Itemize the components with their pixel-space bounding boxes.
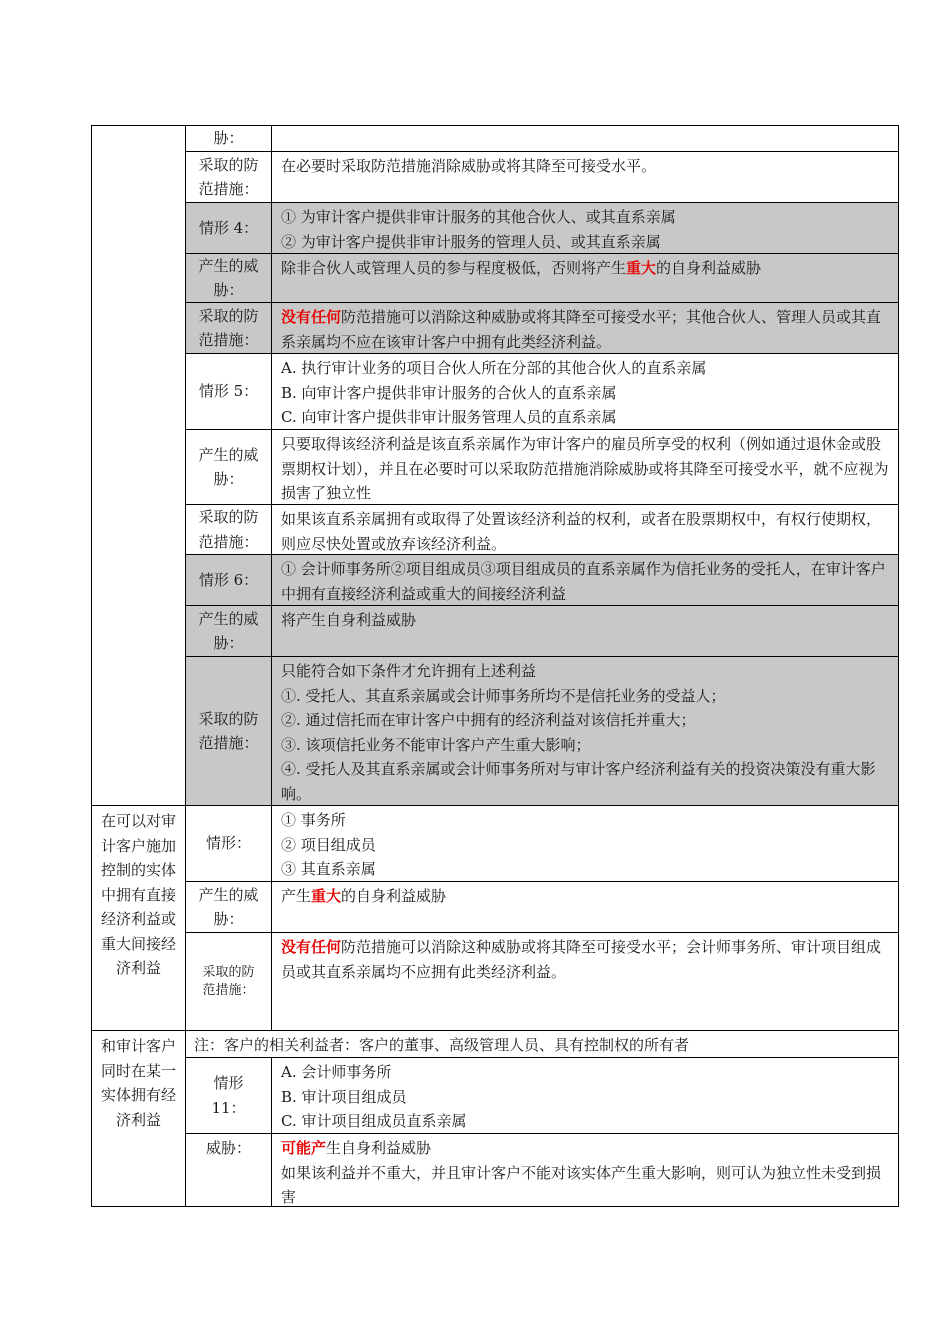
row-content-threat-top [271,125,899,152]
row-content-case-6: ① 会计师事务所②项目组成员③项目组成员的直系亲属作为信托业务的受托人，在审计客户中拥有直接经济利益或重大的间接经济利益 [271,554,899,606]
highlight-major-entity: 重大 [311,887,342,905]
row-label-threat-4: 产生的威胁： [185,253,272,303]
row-content-threat-11: 可能产生自身利益威胁 如果该利益并不重大，并且审计客户不能对该实体产生重大影响，则可认为独立性未受到损害 [271,1133,899,1207]
row-content-threat-4: 除非合伙人或管理人员的参与程度极低，否则将产生重大的自身利益威胁 [271,253,899,303]
related-parties-note: 注：客户的相关利益者：客户的董事、高级管理人员、具有控制权的所有者 [185,1030,899,1058]
row-content-measures-entity: 没有任何防范措施可以消除这种威胁或将其降至可接受水平；会计师事务所、审计项目组成员或其直系亲属均不应拥有此类经济利益。 [271,932,899,1031]
row-content-case-4: ① 为审计客户提供非审计服务的其他合伙人、或其直系亲属 ② 为审计客户提供非审计服务的管理人员、或其直系亲属 [271,202,899,254]
row-content-measures-4: 没有任何防范措施可以消除这种威胁或将其降至可接受水平；其他合伙人、管理人员或其直系亲属均不应在该审计客户中拥有此类经济利益。 [271,302,899,354]
row-content-threat-6: 将产生自身利益威胁 [271,605,899,657]
row-content-threat-entity: 产生重大的自身利益威胁 [271,881,899,933]
highlight-none: 没有任何 [281,308,342,326]
row-label-case-11: 情形 11： [185,1057,272,1134]
highlight-major: 重大 [626,259,657,277]
row-content-measures-1: 在必要时采取防范措施消除威胁或将其降至可接受水平。 [271,151,899,203]
row-label-measures-1: 采取的防范措施： [185,151,272,203]
shared-section-heading [91,1030,186,1207]
row-label-case-5: 情形 5： [185,353,272,430]
row-label-case-entity: 情形： [185,805,272,882]
row-content-case-11: A. 会计师事务所 B. 审计项目组成员 C. 审计项目组成员直系亲属 [271,1057,899,1134]
highlight-possible: 可能产 [281,1139,327,1157]
highlight-none-entity: 没有任何 [281,938,342,956]
row-label-case-6: 情形 6： [185,554,272,606]
entity-section-text: 在可以对审计客户施加控制的实体中拥有直接经济利益或重大间接经济利益 [100,812,176,977]
col1-top-cell [91,125,186,806]
row-label-measures-6: 采取的防范措施： [185,656,272,806]
row-label-threat-6: 产生的威胁： [185,605,272,657]
row-content-case-5: A. 执行审计业务的项目合伙人所在分部的其他合伙人的直系亲属 B. 向审计客户提供非审计服务的合伙人的直系亲属 C. 向审计客户提供非审计服务管理人员的直系亲属 [271,353,899,430]
row-label-threat-11: 威胁： [185,1133,272,1207]
entity-section-heading [91,805,186,1031]
row-label-threat-5: 产生的威胁： [185,429,272,505]
row-label-case-4: 情形 4： [185,202,272,254]
shared-section-text: 和审计客户同时在某一实体拥有经济利益 [100,1037,176,1129]
row-label-measures-entity: 采取的防范措施： [185,932,272,1031]
row-content-threat-5: 只要取得该经济利益是该直系亲属作为审计客户的雇员所享受的权利（例如通过退休金或股票期权计划），并且在必要时可以采取防范措施消除威胁或将其降至可接受水平，就不应视为损害了独立性 [271,429,899,505]
row-content-case-entity: ① 事务所 ② 项目组成员 ③ 其直系亲属 [271,805,899,882]
row-content-measures-5: 如果该直系亲属拥有或取得了处置该经济利益的权利，或者在股票期权中，有权行使期权，则应尽快处置或放弃该经济利益。 [271,504,899,555]
row-label-measures-4: 采取的防范措施： [185,302,272,354]
row-content-measures-6: 只能符合如下条件才允许拥有上述利益 ①. 受托人、其直系亲属或会计师事务所均不是信托业务的受益人； ②. 通过信托而在审计客户中拥有的经济利益对该信托并重大； ③. 该项信托业务不能审计客户产生重大影响； ④. 受托人及其直系亲属或会计师事务所对与审计客户经济利益有关的投资决策没有重大影响。 [271,656,899,806]
row-label-threat-entity: 产生的威胁： [185,881,272,933]
row-label-measures-5: 采取的防范措施： [185,504,272,555]
row-label-threat-top: 胁： [185,125,272,152]
